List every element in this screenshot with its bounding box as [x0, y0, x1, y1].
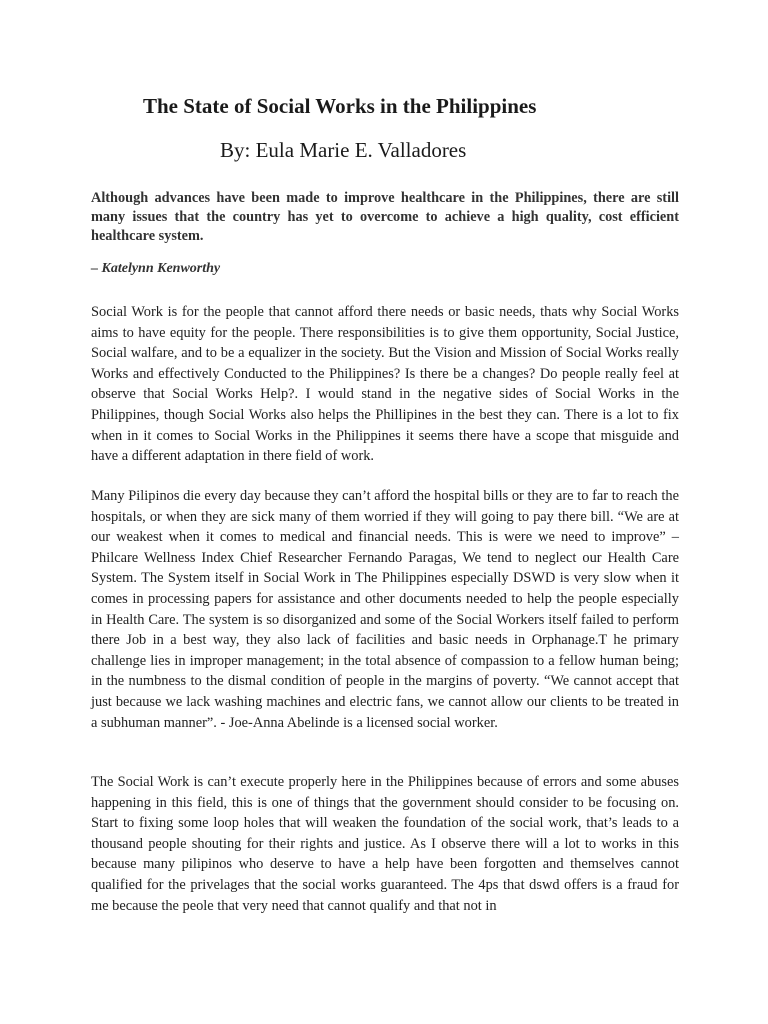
- epigraph-attribution: – Katelynn Kenworthy: [91, 261, 221, 276]
- document-author: By: Eula Marie E. Valladores: [220, 138, 467, 162]
- body-paragraph: The Social Work is can’t execute properly here in the Philippines because of errors and some abuses happening in this field, this is one of things that the government should consider to be focusing on. Start to fixing some loop holes that will weaken the foundation of the social work, that’s leads to a thousand people shouting for their rights and justice. As I observe there will a lot to works in this because many pilipinos who deserve to have a help have been forgotten and themselves cannot qualified for the privelages that the social works guaranteed. The 4ps that dswd offers is a fraud for me because the peole that very need that cannot qualify and that not in: [91, 774, 679, 914]
- body-paragraph: Many Pilipinos die every day because they can’t afford the hospital bills or they are to far to reach the hospitals, or when they are sick many of them worried if they will going to pay there bill. “We are at our weakest when it comes to medical and financial needs. This is were we need to improve” – Philcare Wellness Index Chief Researcher Fernando Paragas, We tend to neglect our Health Care System. The System itself in Social Work in The Philippines especially DSWD is very slow when it comes in processing papers for assistance and other documents needed to help the people especially in Health Care. The system is so disorganized and some of the Social Workers itself failed to perform there Job in a best way, they also lack of facilities and basic needs in Orphanage.T he primary challenge lies in improper management; in the total absence of compassion to a fellow human being; in the numbness to the dismal condition of people in the margins of poverty. “We cannot accept that just because we lack washing machines and electric fans, we cannot allow our clients to be treated in a subhuman manner”. - Joe-Anna Abelinde is a licensed social worker.: [91, 488, 679, 731]
- document-title: The State of Social Works in the Philippines: [143, 94, 537, 118]
- body-paragraph: Social Work is for the people that cannot afford there needs or basic needs, thats why Social Works aims to have equity for the people. There responsibilities is to give them opportunity, Social Justice, Social walfare, and to be a equalizer in the society. But the Vision and Mission of Social Works really Works and effectively Conducted to the Philippines? Is there be a changes? Do people really feel at observe that Social Works Help?. I would stand in the negative sides of Social Works in the Philippines, though Social Works also helps the Phillipines in the best they can. There is a lot to fix when in it comes to Social Works in the Philippines it seems there have a scope that misguide and have a different adaptation in there field of work.: [91, 304, 679, 465]
- epigraph-quote: Although advances have been made to improve healthcare in the Philippines, there are still many issues that the country has yet to overcome to achieve a high quality, cost efficient healthcare system.: [91, 190, 679, 244]
